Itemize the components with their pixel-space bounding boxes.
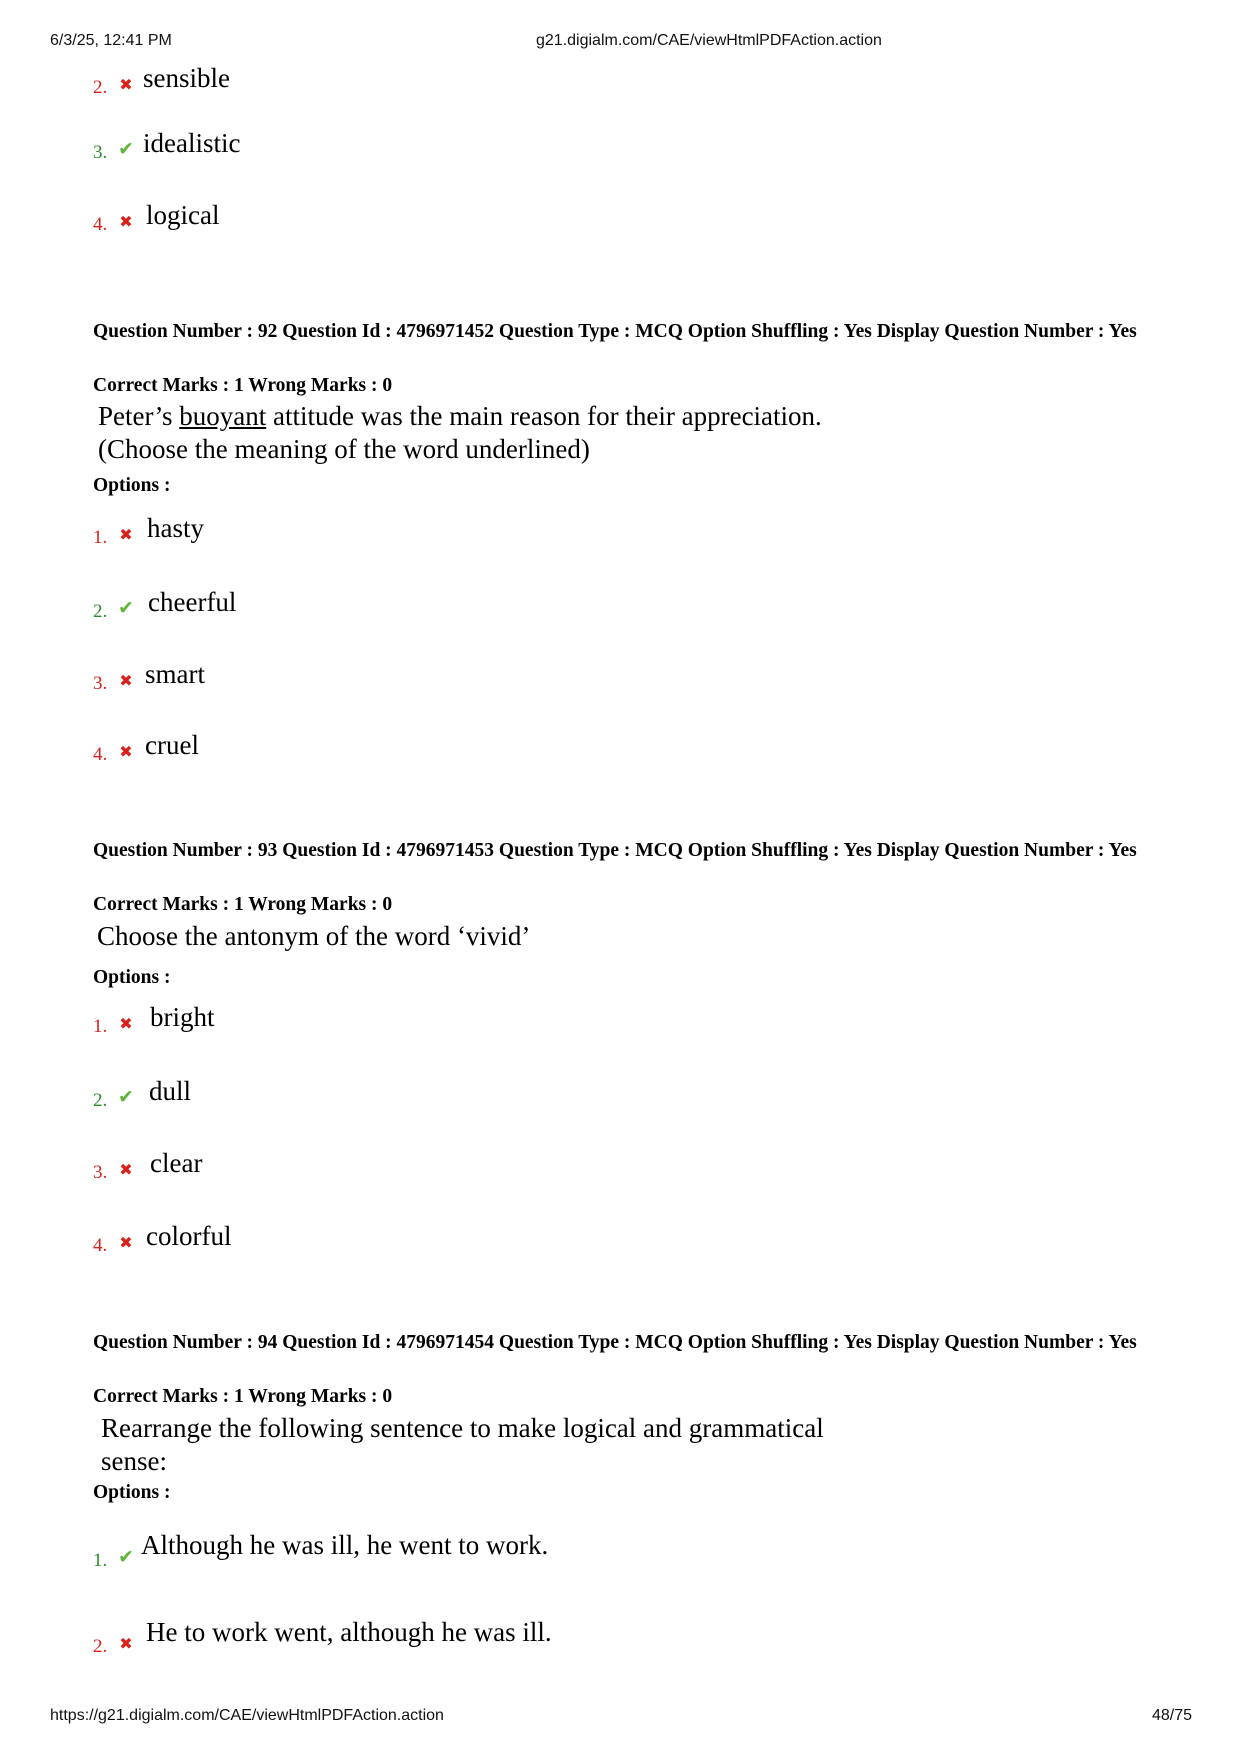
question-text: Rearrange the following sentence to make logical and grammatical xyxy=(101,1413,824,1443)
question-text-line2: (Choose the meaning of the word underlined) xyxy=(98,434,590,464)
question-text-part: attitude was the main reason for their appreciation. xyxy=(266,401,822,431)
page-number: 48/75 xyxy=(1151,1707,1192,1724)
option-text: smart xyxy=(145,659,205,689)
option-number: 3. xyxy=(93,142,108,163)
question-marks: Correct Marks : 1 Wrong Marks : 0 xyxy=(93,375,393,396)
print-url: g21.digialm.com/CAE/viewHtmlPDFAction.action xyxy=(536,32,882,49)
option-text: hasty xyxy=(147,513,204,543)
question-meta: Question Number : 93 Question Id : 4796971453 Question Type : MCQ Option Shuffling : Yes Display Question Number : Yes xyxy=(93,840,1137,861)
cross-icon: ✖ xyxy=(119,670,133,690)
option-number: 1. xyxy=(93,1550,108,1571)
cross-icon: ✖ xyxy=(119,211,133,231)
option-text: dull xyxy=(149,1076,192,1106)
question-meta: Question Number : 94 Question Id : 4796971454 Question Type : MCQ Option Shuffling : Yes Display Question Number : Yes xyxy=(93,1332,1137,1353)
option-text: Although he was ill, he went to work. xyxy=(141,1530,549,1560)
option-text: colorful xyxy=(146,1221,232,1251)
option-text: He to work went, although he was ill. xyxy=(146,1617,552,1647)
question-meta: Question Number : 92 Question Id : 4796971452 Question Type : MCQ Option Shuffling : Yes Display Question Number : Yes xyxy=(93,321,1137,342)
footer-url: https://g21.digialm.com/CAE/viewHtmlPDFAction.action xyxy=(50,1707,444,1724)
cross-icon: ✖ xyxy=(119,1159,133,1179)
option-text: cheerful xyxy=(148,587,237,617)
option-text: logical xyxy=(146,200,220,230)
option-number: 2. xyxy=(93,77,108,98)
cross-icon: ✖ xyxy=(119,524,133,544)
options-label: Options : xyxy=(93,1482,171,1503)
options-label: Options : xyxy=(93,475,171,496)
cross-icon: ✖ xyxy=(119,74,133,94)
print-datetime: 6/3/25, 12:41 PM xyxy=(50,32,172,49)
question-text: Choose the antonym of the word ‘vivid’ xyxy=(97,921,531,951)
cross-icon: ✖ xyxy=(119,741,133,761)
option-number: 3. xyxy=(93,673,108,694)
check-icon: ✔ xyxy=(118,138,134,160)
cross-icon: ✖ xyxy=(119,1013,133,1033)
question-text-part: Peter’s xyxy=(98,401,180,431)
option-number: 2. xyxy=(93,1636,108,1657)
options-label: Options : xyxy=(93,967,171,988)
question-marks: Correct Marks : 1 Wrong Marks : 0 xyxy=(93,1386,393,1407)
question-marks: Correct Marks : 1 Wrong Marks : 0 xyxy=(93,894,393,915)
option-number: 4. xyxy=(93,214,108,235)
check-icon: ✔ xyxy=(118,1086,134,1108)
cross-icon: ✖ xyxy=(119,1232,133,1252)
cross-icon: ✖ xyxy=(119,1633,133,1653)
option-number: 4. xyxy=(93,744,108,765)
option-number: 1. xyxy=(93,527,108,548)
option-text: idealistic xyxy=(143,128,241,158)
option-text: clear xyxy=(150,1148,203,1178)
option-number: 2. xyxy=(93,1090,108,1111)
option-number: 2. xyxy=(93,601,108,622)
option-text: cruel xyxy=(145,730,199,760)
option-number: 1. xyxy=(93,1016,108,1037)
option-number: 4. xyxy=(93,1235,108,1256)
option-text: bright xyxy=(150,1002,215,1032)
question-text xyxy=(98,400,822,433)
option-text: sensible xyxy=(143,63,230,93)
option-number: 3. xyxy=(93,1162,108,1183)
check-icon: ✔ xyxy=(118,1546,134,1568)
underlined-word: buoyant xyxy=(179,401,267,431)
check-icon: ✔ xyxy=(118,597,134,619)
question-text-line2: sense: xyxy=(101,1446,167,1476)
